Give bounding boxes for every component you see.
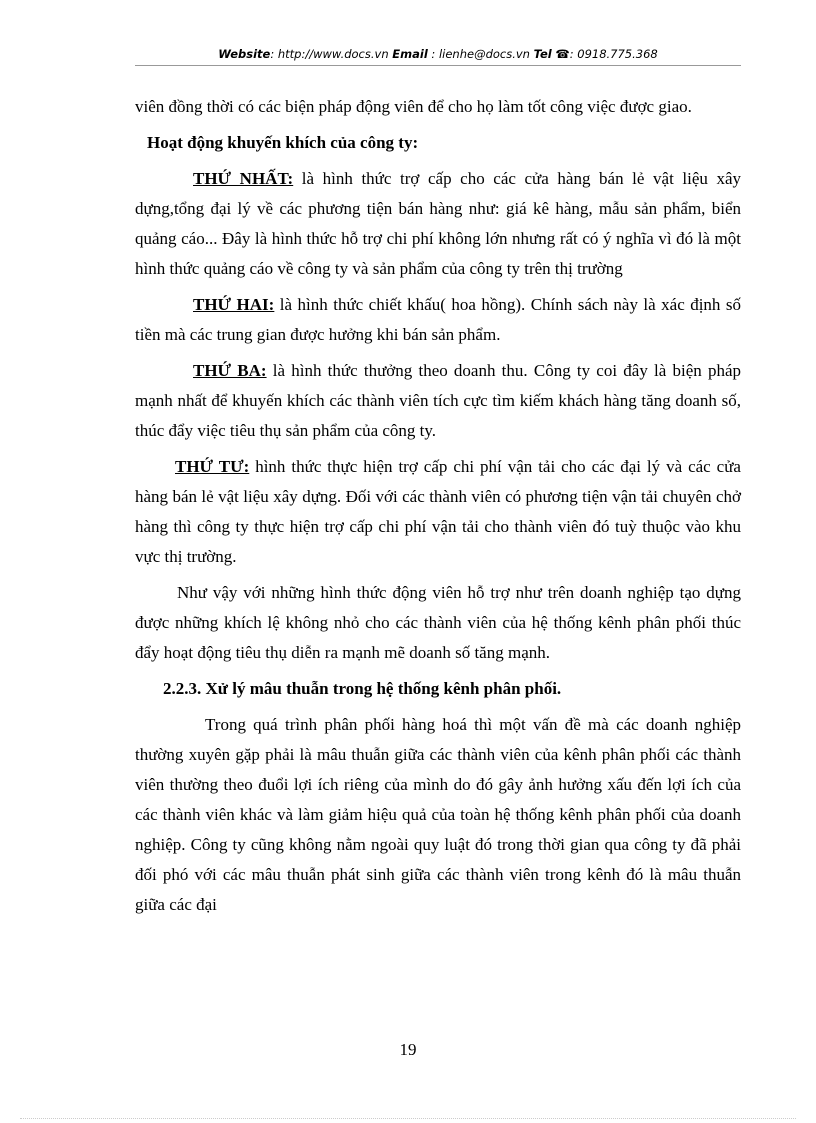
- page-bottom-border: [20, 1118, 796, 1119]
- tel-value: : 0918.775.368: [569, 47, 658, 61]
- heading-section-2-2-3: 2.2.3. Xử lý mâu thuẫn trong hệ thống kênh phân phối.: [163, 679, 562, 698]
- label-fourth: THỨ TƯ:: [175, 457, 250, 476]
- email-value: : lienhe@docs.vn: [427, 47, 534, 61]
- header-rule: [135, 65, 741, 66]
- paragraph-intro: viên đồng thời có các biện pháp động viên để cho họ làm tốt công việc được giao.: [135, 97, 692, 116]
- email-label: Email: [392, 47, 428, 61]
- phone-icon: ☎: [555, 47, 570, 61]
- paragraph-first: [135, 164, 741, 284]
- paragraph-second: [135, 290, 741, 350]
- document-body: [135, 92, 741, 920]
- label-first: THỨ NHẤT:: [193, 169, 294, 188]
- website-value: : http://www.docs.vn: [270, 47, 393, 61]
- paragraph-summary: Như vậy với những hình thức động viên hỗ trợ như trên doanh nghiệp tạo dựng được những khích lệ không nhỏ cho các thành viên của hệ thống kênh phân phối thúc đẩy hoạt động tiêu thụ diễn ra mạnh mẽ doanh số tăng mạnh.: [135, 583, 741, 662]
- paragraph-third: [135, 356, 741, 446]
- text-third: là hình thức thưởng theo doanh thu. Công ty coi đây là biện pháp mạnh nhất để khuyến khích các thành viên tích cực tìm kiếm khách hàng tăng doanh số, thúc đẩy việc tiêu thụ sản phẩm của công ty.: [135, 361, 741, 440]
- text-fourth: hình thức thực hiện trợ cấp chi phí vận tải cho các đại lý và các cửa hàng bán lẻ vật liệu xây dựng. Đối với các thành viên có phương tiện vận tải chuyên chở hàng thì công ty thực hiện trợ cấp chi phí vận tải cho thành viên đó tuỳ thuộc vào khu vực thị trường.: [135, 457, 741, 566]
- paragraph-fourth: [135, 452, 741, 572]
- label-third: THỨ BA:: [193, 361, 267, 380]
- page-header: [135, 47, 741, 61]
- heading-incentives: Hoạt động khuyến khích của công ty:: [147, 133, 419, 152]
- text-first: là hình thức trợ cấp cho các cửa hàng bán lẻ vật liệu xây dựng,tổng đại lý về các phương tiện bán hàng như: giá kê hàng, mẫu sản phẩm, biển quảng cáo... Đây là hình thức hỗ trợ chi phí không lớn nhưng rất có ý nghĩa vì đó là một hình thức quảng cáo về công ty và sản phẩm của công ty trên thị trường: [135, 169, 742, 278]
- page-number: 19: [399, 1040, 417, 1059]
- text-second: là hình thức chiết khấu( hoa hồng). Chính sách này là xác định số tiền mà các trung gian được hưởng khi bán sản phẩm.: [135, 295, 742, 344]
- website-label: Website: [218, 47, 271, 61]
- paragraph-conflict: Trong quá trình phân phối hàng hoá thì một vấn đề mà các doanh nghiệp thường xuyên gặp phải là mâu thuẫn giữa các thành viên của kênh phân phối các thành viên thường theo đuổi lợi ích riêng của mình do đó gây ảnh hưởng xấu đến lợi ích của các thành viên khác và làm giảm hiệu quả của toàn hệ thống kênh phân phối của doanh nghiệp. Công ty cũng không nằm ngoài quy luật đó trong thời gian qua công ty đã phải đối phó với các mâu thuẫn phát sinh giữa các thành viên trong kênh đó là mâu thuẫn giữa các đại: [135, 715, 741, 914]
- tel-label: Tel: [533, 47, 552, 61]
- label-second: THỨ HAI:: [193, 295, 275, 314]
